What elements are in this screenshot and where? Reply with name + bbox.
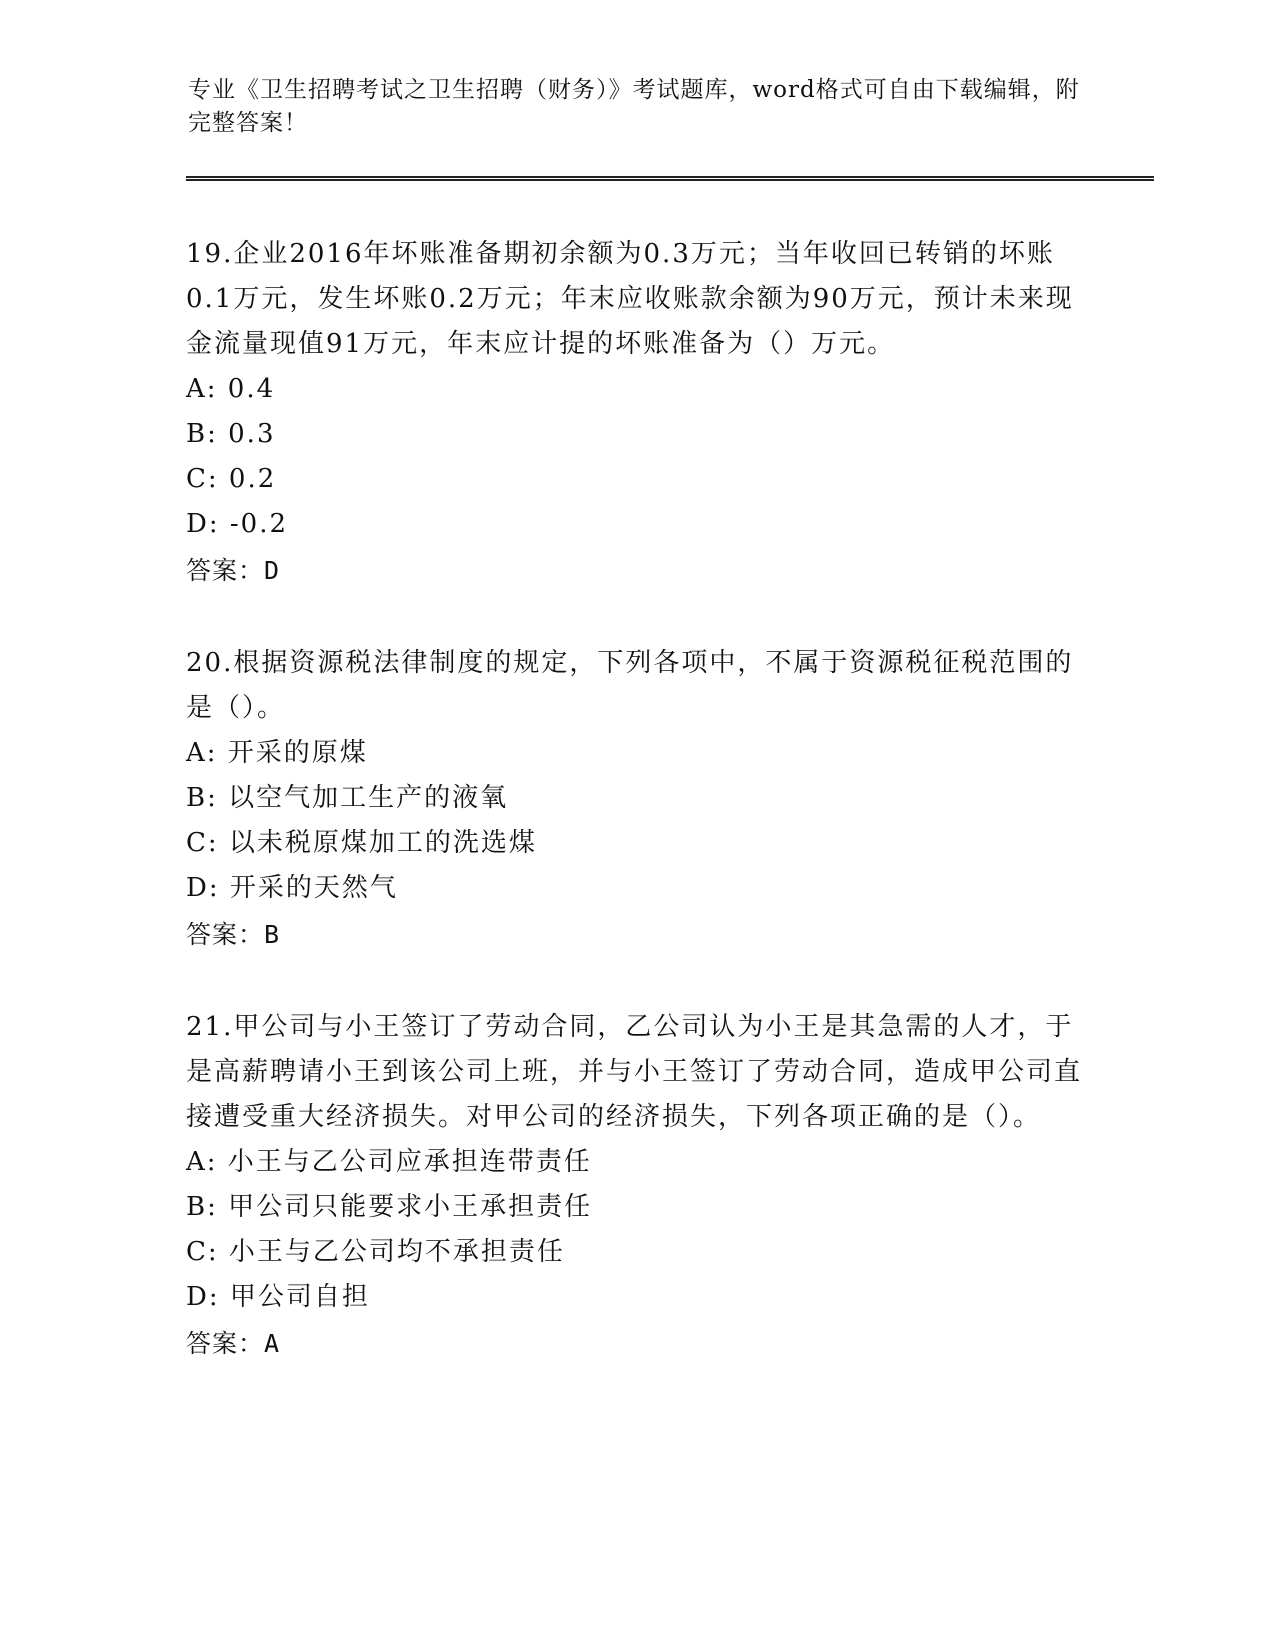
option-d: D: -0.2 bbox=[186, 509, 289, 539]
option-a: A: 小王与乙公司应承担连带责任 bbox=[186, 1147, 592, 1177]
option-d: D: 甲公司自担 bbox=[186, 1282, 370, 1312]
option-c: C: 小王与乙公司均不承担责任 bbox=[186, 1237, 565, 1267]
question-20 bbox=[186, 641, 1086, 957]
page-header: 专业《卫生招聘考试之卫生招聘（财务）》考试题库，word格式可自由下载编辑，附完整答案！ bbox=[188, 77, 1080, 136]
answer-line: 答案：D bbox=[186, 556, 281, 585]
answer-line: 答案：B bbox=[186, 920, 281, 949]
answer-line: 答案：A bbox=[186, 1329, 281, 1358]
question-19 bbox=[186, 232, 1086, 593]
option-b: B: 以空气加工生产的液氧 bbox=[186, 783, 509, 813]
option-b: B: 0.3 bbox=[186, 419, 276, 449]
question-stem: 19.企业2016年坏账准备期初余额为0.3万元；当年收回已转销的坏账0.1万元，发生坏账0.2万元；年末应收账款余额为90万元，预计未来现金流量现值91万元，年末应计提的坏账准备为（）万元。 bbox=[186, 239, 1074, 359]
header-divider bbox=[186, 176, 1154, 181]
option-c: C: 以未税原煤加工的洗选煤 bbox=[186, 828, 537, 858]
option-a: A: 开采的原煤 bbox=[186, 738, 368, 768]
option-a: A: 0.4 bbox=[186, 374, 276, 404]
question-stem: 20.根据资源税法律制度的规定，下列各项中，不属于资源税征税范围的是（）。 bbox=[186, 648, 1074, 723]
question-21 bbox=[186, 1005, 1086, 1366]
option-b: B: 甲公司只能要求小王承担责任 bbox=[186, 1192, 593, 1222]
question-stem: 21.甲公司与小王签订了劳动合同，乙公司认为小王是其急需的人才，于是高薪聘请小王到该公司上班，并与小王签订了劳动合同，造成甲公司直接遭受重大经济损失。对甲公司的经济损失，下列各项正确的是（）。 bbox=[186, 1012, 1083, 1132]
option-d: D: 开采的天然气 bbox=[186, 873, 398, 903]
option-c: C: 0.2 bbox=[186, 464, 277, 494]
